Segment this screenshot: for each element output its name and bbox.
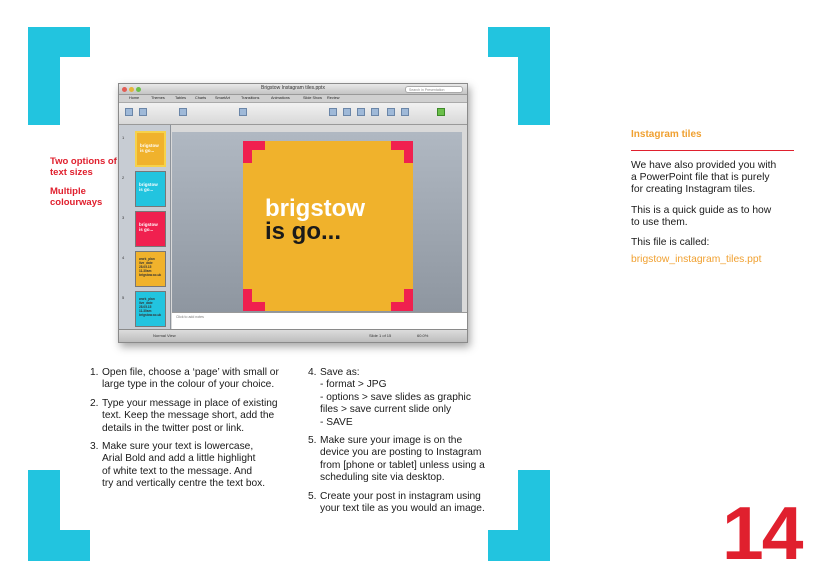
thumbnail-text: work_plan live_date 28.05.15 11.30am brigstow.ac.uk (139, 257, 162, 277)
step-number: 2. (90, 397, 99, 409)
current-slide (243, 141, 413, 311)
slide-corner-cut (252, 289, 265, 302)
powerpoint-screenshot (118, 83, 468, 343)
page-number: 14 (722, 491, 802, 575)
instructions-left (90, 367, 305, 497)
step-text: Type your message in place of existing text. Keep the message short, add the details in the twitter post or link. (102, 397, 278, 434)
intro-paragraph: We have also provided you with a PowerPoint file that is purely for creating Instagram tiles. (631, 160, 777, 196)
instructions-right (308, 367, 523, 521)
step-number: 1. (90, 367, 99, 378)
instruction-step (90, 367, 305, 392)
instruction-step (308, 435, 523, 485)
thumbnail-number: 3 (122, 215, 125, 220)
thumbnail-number: 1 (122, 135, 125, 140)
slide-thumbnails (119, 125, 171, 330)
corner-bracket-bottom-left-vertical (28, 470, 60, 561)
slide-thumbnail (135, 251, 166, 287)
layout-icon (139, 108, 147, 116)
corner-bracket-top-right-vertical (518, 27, 550, 125)
ribbon-tab: Transitions (241, 96, 260, 100)
file-label: This file is called: (631, 237, 710, 248)
thumbnail-text: work_plan live_date 28.05.15 11.30am brigstow.ac.uk (139, 297, 162, 317)
slide-corner-cut (391, 150, 404, 163)
thumbnail-text: brigstow is go... (139, 222, 158, 232)
ribbon-tab: Home (129, 96, 140, 100)
slide-thumbnail (135, 291, 166, 327)
status-view: Normal View (153, 333, 176, 338)
ribbon-toolbar (119, 103, 467, 125)
section-title: Instagram tiles (631, 129, 702, 140)
step-number: 5. (308, 435, 317, 447)
slide-thumbnail (135, 211, 166, 247)
picture-icon (343, 108, 351, 116)
thumbnail-number: 2 (122, 175, 125, 180)
thumbnail-number: 4 (122, 255, 125, 260)
play-icon (437, 108, 445, 116)
window-titlebar (119, 84, 467, 95)
step-text: Make sure your text is lowercase, Arial Bold and add a little highlight of white text to the message. And try and vertically centre the text box. (102, 441, 266, 490)
status-zoom: 60.0% (417, 333, 429, 338)
slide-thumbnail (135, 171, 166, 207)
new-slide-icon (125, 108, 133, 116)
side-note-text-sizes: Two options of text sizes (50, 156, 117, 178)
ribbon-tab: Animations (271, 96, 290, 100)
paragraph-icon (239, 108, 247, 116)
step-number: 5. (308, 490, 317, 502)
step-text: Make sure your image is on the device you are posting to Instagram from [phone or tablet] unless using a scheduling site via desktop. (320, 435, 485, 484)
text-box-icon (329, 108, 337, 116)
slide-thumbnail (135, 131, 166, 167)
ribbon-tabs (119, 95, 467, 103)
step-text: Save as: - format > JPG - options > save slides as graphic files > save current slide only - SAVE (320, 367, 471, 428)
instruction-step (308, 491, 523, 516)
notes-pane: Click to add notes (172, 312, 468, 330)
ribbon-tab: Slide Show (303, 96, 322, 100)
ribbon-tab: SmartArt (215, 96, 230, 100)
thumbnail-number: 5 (122, 295, 125, 300)
thumbnail-text: brigstow is go... (140, 143, 159, 153)
slide-text-line-1: brigstow (265, 195, 365, 222)
slide-text-line-2: is go... (265, 218, 342, 245)
guide-paragraph: This is a quick guide as to how to use them. (631, 205, 772, 229)
status-bar (119, 329, 467, 342)
window-title: Brigstow Instagram tiles.pptx (261, 85, 325, 91)
corner-bracket-top-left-vertical (28, 27, 60, 125)
thumbnail-text: brigstow is go... (139, 182, 158, 192)
slide-corner-cut (391, 289, 404, 302)
instruction-step (308, 367, 523, 429)
side-note-colourways: Multiple colourways (50, 186, 103, 208)
slide-corner-cut (252, 150, 265, 163)
search-box: Search in Presentation (405, 86, 463, 93)
ribbon-tab: Charts (195, 96, 207, 100)
arrange-icon (387, 108, 395, 116)
ribbon-tab: Review (327, 96, 340, 100)
file-name: brigstow_instagram_tiles.ppt (631, 254, 762, 265)
step-number: 3. (90, 441, 99, 453)
ribbon-tab: Tables (175, 96, 186, 100)
instruction-step (90, 441, 305, 491)
status-slide-count: Slide 1 of 15 (369, 333, 392, 338)
step-text: Open file, choose a ‘page’ with small or large type in the colour of your choice. (102, 367, 279, 391)
media-icon (371, 108, 379, 116)
title-divider (631, 150, 794, 151)
shape-icon (357, 108, 365, 116)
step-number: 4. (308, 367, 317, 378)
step-text: Create your post in instagram using your text tile as you would an image. (320, 490, 485, 515)
ribbon-tab: Themes (151, 96, 165, 100)
font-icon (179, 108, 187, 116)
instruction-step (90, 398, 305, 435)
quick-styles-icon (401, 108, 409, 116)
